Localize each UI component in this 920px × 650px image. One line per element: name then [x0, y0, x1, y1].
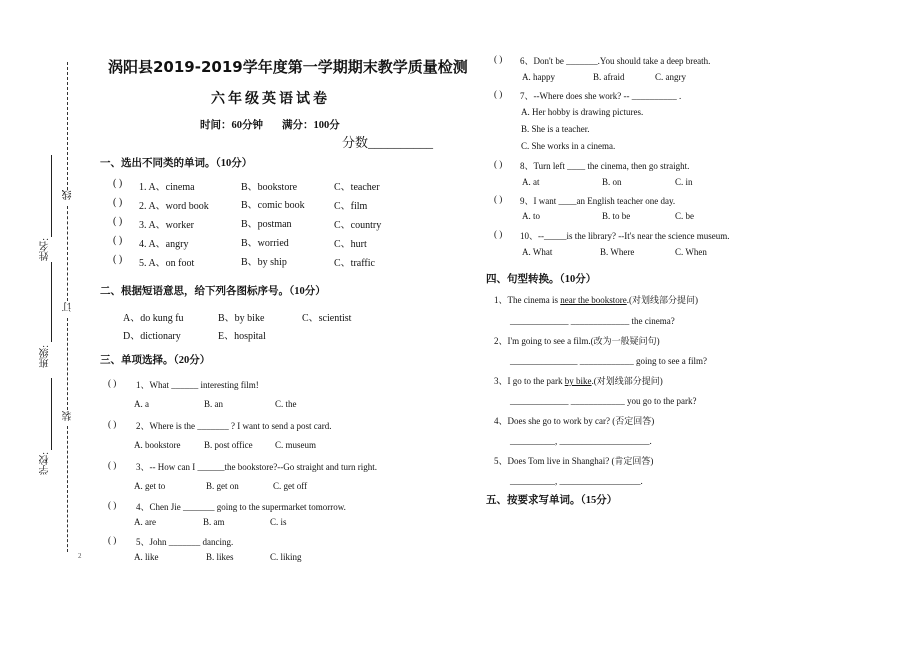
section2-heading: 二、根据短语意思，给下列各图标序号。（10分）	[100, 286, 326, 297]
exam-subtitle: 六年级英语试卷	[211, 91, 330, 107]
option-a: A. like	[134, 552, 159, 562]
option-b: B. am	[203, 517, 225, 527]
option-b: B、comic book	[241, 200, 305, 211]
option-b: B. afraid	[593, 72, 625, 82]
option-b: B. post office	[204, 440, 253, 450]
option-c: C. museum	[275, 440, 317, 450]
phrase-option: A、do kung fu	[123, 313, 184, 324]
name-label: 姓名:	[40, 238, 51, 261]
transform-question: 2、I'm going to see a film.(改为一般疑问句)	[494, 336, 660, 346]
question-text: 1、What ______ interesting film!	[136, 380, 259, 390]
option-a: 1. A、cinema	[139, 182, 195, 193]
answer-line[interactable]: __________, ____________________.	[510, 436, 652, 446]
underlined-part: by bike	[564, 376, 592, 386]
option-c: C、film	[334, 201, 368, 212]
transform-question: 4、Does she go to work by car? (否定回答)	[494, 416, 655, 426]
answer-line[interactable]: _____________ ____________ you go to the park?	[510, 396, 697, 406]
section3-heading: 三、单项选择。（20分）	[100, 355, 211, 366]
option-a: A. happy	[522, 72, 555, 82]
option-c: C. the	[275, 399, 297, 409]
exam-title: 涡阳县2019-2019学年度第一学期期末教学质量检测	[108, 58, 468, 76]
section1-heading: 一、选出不同类的单词。（10分）	[100, 158, 253, 169]
question-text: 2、Where is the _______ ? I want to send a post card.	[136, 421, 332, 431]
option-a: A. What	[522, 247, 553, 257]
option-c: C、teacher	[334, 182, 380, 193]
phrase-option: C、scientist	[302, 313, 352, 324]
question-text: 3、I go to the park	[494, 376, 565, 386]
question-text: 4、Chen Jie _______ going to the supermarket tomorrow.	[136, 502, 346, 512]
answer-bracket[interactable]: ( )	[108, 500, 117, 510]
answer-line[interactable]: _____________ _____________ the cinema?	[510, 316, 675, 326]
school-label: 学校:	[40, 452, 51, 475]
answer-bracket[interactable]: ( )	[108, 535, 117, 545]
option-b: B. get on	[206, 481, 239, 491]
answer-bracket[interactable]: ( )	[108, 378, 117, 388]
transform-question: 5、Does Tom live in Shanghai? (肯定回答)	[494, 456, 654, 466]
exam-time: 时间：60分钟	[200, 120, 263, 131]
option-a: A. a	[134, 399, 149, 409]
answer-bracket[interactable]: ( )	[113, 235, 123, 246]
binding-line-1	[67, 62, 68, 190]
transform-question	[494, 374, 663, 387]
option-a: A. at	[522, 177, 540, 187]
option-c: C. liking	[270, 552, 302, 562]
option-c: C. in	[675, 177, 693, 187]
option-b: B. She is a teacher.	[521, 124, 590, 134]
section5-heading: 五、按要求写单词。（15分）	[486, 495, 618, 506]
option-c: C、country	[334, 220, 382, 231]
underlined-part: near the bookstore	[560, 295, 627, 305]
answer-bracket[interactable]: ( )	[113, 216, 123, 227]
question-text: 3、-- How can I ______the bookstore?--Go straight and turn right.	[136, 462, 377, 472]
option-b: B、bookstore	[241, 182, 298, 193]
option-b: B. on	[602, 177, 622, 187]
phrase-option: B、by bike	[218, 313, 265, 324]
seal-mark-xian: 线	[63, 190, 74, 200]
transform-question	[494, 293, 698, 306]
option-c: C、traffic	[334, 258, 375, 269]
option-b: B、by ship	[241, 257, 287, 268]
answer-bracket[interactable]: ( )	[494, 89, 503, 99]
name-field[interactable]	[51, 155, 52, 237]
question-text: 5、John _______ dancing.	[136, 537, 234, 547]
binding-line-4	[67, 426, 68, 552]
binding-line-3	[67, 318, 68, 410]
school-field[interactable]	[51, 378, 52, 450]
class-label: 班级:	[40, 345, 51, 368]
seal-mark-ding: 订	[63, 302, 74, 312]
answer-bracket[interactable]: ( )	[108, 419, 117, 429]
option-c: C. get off	[273, 481, 308, 491]
question-text: 7、--Where does she work? -- __________ .	[520, 91, 682, 101]
option-b: B、worried	[241, 238, 289, 249]
option-a: A. are	[134, 517, 156, 527]
option-c: C. be	[675, 211, 694, 221]
option-a: 4. A、angry	[139, 239, 189, 250]
option-a: A. to	[522, 211, 540, 221]
answer-bracket[interactable]: ( )	[113, 178, 123, 189]
answer-bracket[interactable]: ( )	[494, 159, 503, 169]
option-b: B. an	[204, 399, 223, 409]
question-text: 6、Don't be _______.You should take a deep breath.	[520, 56, 711, 66]
option-b: B. likes	[206, 552, 234, 562]
binding-line-2	[67, 206, 68, 301]
option-b: B、postman	[241, 219, 292, 230]
answer-bracket[interactable]: ( )	[494, 194, 503, 204]
option-a: 2. A、word book	[139, 201, 209, 212]
option-a: 3. A、worker	[139, 220, 194, 231]
question-instruction: .(对划线部分提问)	[591, 376, 663, 386]
page-mark: 2	[78, 552, 82, 560]
option-c: C. angry	[655, 72, 686, 82]
answer-bracket[interactable]: ( )	[494, 54, 503, 64]
answer-bracket[interactable]: ( )	[108, 460, 117, 470]
phrase-option: D、dictionary	[123, 331, 181, 342]
question-text: 8、Turn left ____ the cinema, then go straight.	[520, 161, 690, 171]
question-text: 1、The cinema is	[494, 295, 561, 305]
option-a: 5. A、on foot	[139, 258, 195, 269]
option-c: C. is	[270, 517, 287, 527]
class-field[interactable]	[51, 262, 52, 342]
option-c: C. She works in a cinema.	[521, 141, 616, 151]
answer-bracket[interactable]: ( )	[494, 229, 503, 239]
option-c: C、hurt	[334, 239, 367, 250]
option-c: C. When	[675, 247, 707, 257]
answer-line[interactable]: _______________ ____________ going to see a film?	[510, 356, 707, 366]
answer-bracket[interactable]: ( )	[113, 197, 123, 208]
option-b: B. Where	[600, 247, 635, 257]
answer-line[interactable]: __________, __________________.	[510, 476, 643, 486]
seal-mark-zhuang: 装	[63, 411, 74, 421]
exam-full-score: 满分：100分	[282, 120, 340, 131]
question-text: 10、--_____is the library? --It's near the science museum.	[520, 231, 730, 241]
answer-bracket[interactable]: ( )	[113, 254, 123, 265]
option-a: A. bookstore	[134, 440, 181, 450]
option-b: B. to be	[602, 211, 631, 221]
section4-heading: 四、句型转换。（10分）	[486, 274, 597, 285]
option-a: A. get to	[134, 481, 166, 491]
phrase-option: E、hospital	[218, 331, 266, 342]
option-a: A. Her hobby is drawing pictures.	[521, 107, 644, 117]
score-field[interactable]: 分数__________	[342, 135, 434, 150]
question-instruction: .(对划线部分提问)	[626, 295, 698, 305]
question-text: 9、I want ____an English teacher one day.	[520, 196, 676, 206]
